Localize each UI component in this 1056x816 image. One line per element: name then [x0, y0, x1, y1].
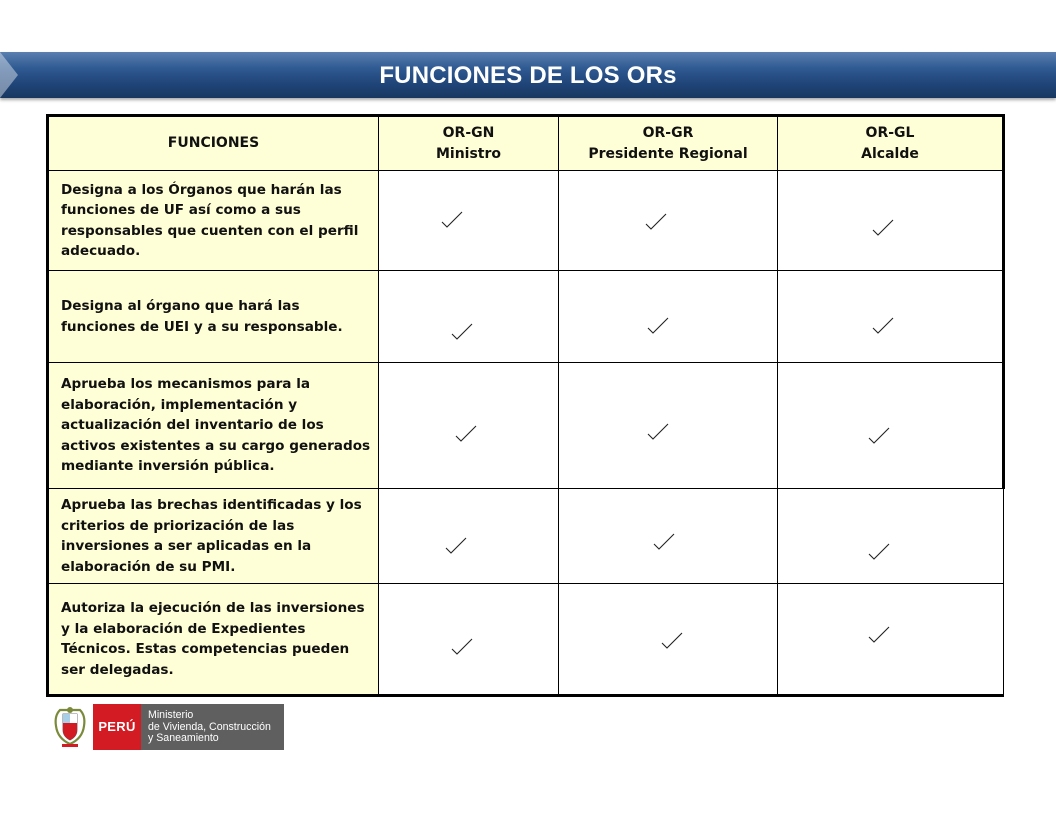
check-mark-icon	[868, 626, 890, 644]
check-cell	[778, 489, 1004, 584]
ministry-line-1: Ministerio	[148, 709, 194, 721]
check-mark-icon	[872, 317, 894, 335]
check-mark-icon	[868, 427, 890, 445]
function-text: Aprueba los mecanismos para la elaboración, implementación y actualización del inventario de los activos existentes a su cargo generados mediante inversión pública.	[48, 363, 379, 489]
table-header-row	[48, 116, 1004, 171]
check-cell	[379, 363, 559, 489]
function-text: Aprueba las brechas identificadas y los criterios de priorización de las inversiones a ser aplicadas en la elaboración de su PMI.	[48, 489, 379, 584]
check-cell	[559, 363, 778, 489]
table-row	[48, 271, 1004, 363]
ministry-line-3: y Saneamiento	[148, 732, 219, 744]
coat-of-arms-icon	[52, 704, 88, 750]
header-or-gn-code: OR-GN	[442, 124, 495, 141]
check-cell	[778, 171, 1004, 271]
ministry-name	[141, 704, 284, 750]
header-or-gl-role: Alcalde	[861, 145, 919, 162]
header-or-gn-role: Ministro	[435, 145, 502, 162]
ministry-line-2: de Vivienda, Construcción	[148, 720, 271, 733]
check-cell	[379, 584, 559, 696]
check-cell	[559, 584, 778, 696]
table-row	[48, 489, 1004, 584]
table-row	[48, 171, 1004, 271]
check-mark-icon	[441, 211, 463, 229]
check-cell	[379, 171, 559, 271]
peru-label: PERÚ	[93, 704, 141, 750]
check-mark-icon	[455, 425, 477, 443]
header-or-gr-role: Presidente Regional	[588, 145, 748, 162]
header-or-gr	[559, 116, 778, 171]
check-cell	[559, 271, 778, 363]
check-cell	[778, 271, 1004, 363]
header-or-gn	[379, 116, 559, 171]
table-row	[48, 584, 1004, 696]
check-mark-icon	[445, 537, 467, 555]
header-or-gl	[778, 116, 1004, 171]
check-mark-icon	[872, 219, 894, 237]
function-text: Designa al órgano que hará las funciones de UEI y a su responsable.	[48, 271, 379, 363]
header-or-gl-code: OR-GL	[865, 124, 915, 141]
header-functions: FUNCIONES	[48, 116, 379, 171]
check-mark-icon	[645, 213, 667, 231]
check-cell	[379, 489, 559, 584]
function-text: Autoriza la ejecución de las inversiones y la elaboración de Expedientes Técnicos. Estas competencias pueden ser delegadas.	[48, 584, 379, 696]
check-mark-icon	[868, 543, 890, 561]
check-cell	[778, 584, 1004, 696]
page-title: FUNCIONES DE LOS ORs	[379, 62, 677, 89]
check-cell	[559, 489, 778, 584]
check-mark-icon	[451, 323, 473, 341]
check-cell	[778, 363, 1004, 489]
header-or-gr-code: OR-GR	[642, 124, 694, 141]
table-row	[48, 363, 1004, 489]
check-mark-icon	[647, 317, 669, 335]
check-cell	[559, 171, 778, 271]
check-mark-icon	[653, 533, 675, 551]
check-mark-icon	[647, 423, 669, 441]
check-mark-icon	[661, 632, 683, 650]
functions-table	[46, 114, 1005, 697]
check-cell	[379, 271, 559, 363]
check-mark-icon	[451, 638, 473, 656]
function-text: Designa a los Órganos que harán las funciones de UF así como a sus responsables que cuenten con el perfil adecuado.	[48, 171, 379, 271]
